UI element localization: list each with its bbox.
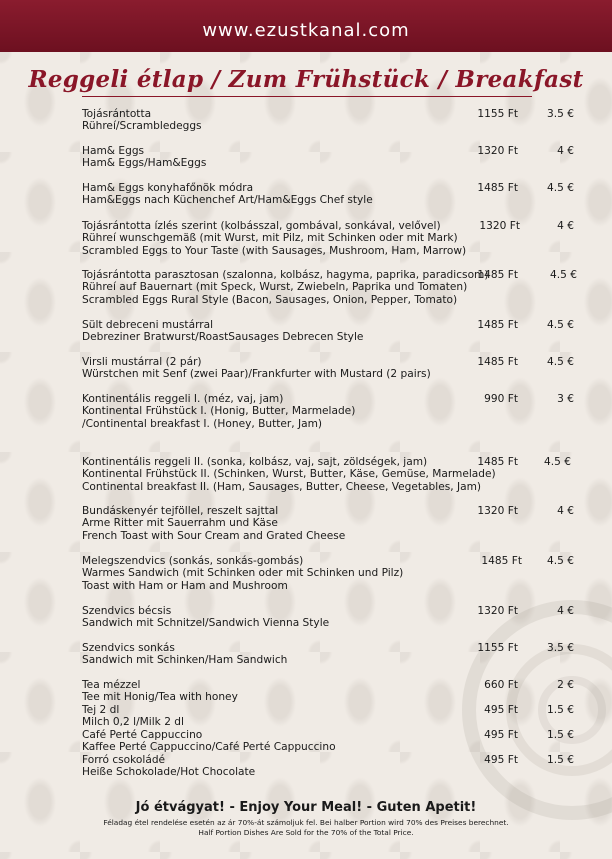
- item-translation: Rühreí/Scrambledeggs: [82, 120, 202, 133]
- menu-title: Reggeli étlap / Zum Frühstück / Breakfast: [28, 66, 584, 93]
- item-translation: Sandwich mit Schnitzel/Sandwich Vienna Style: [82, 617, 330, 630]
- item-name: Café Perté Cappuccino: [82, 729, 203, 741]
- price-eur: 4.5 €: [547, 555, 574, 567]
- item-name: Kontinentális reggeli II. (sonka, kolbász, vaj, sajt, zöldségek, jam): [82, 456, 428, 468]
- item-name: Tej 2 dl: [82, 704, 120, 716]
- price-huf: 1485 Ft: [477, 269, 518, 281]
- item-name: Szendvics sonkás: [82, 642, 175, 654]
- item-translation: Kontinental Frühstück I. (Honig, Butter, Marmelade): [82, 405, 356, 418]
- item-name: Tojásrántotta ízlés szerint (kolbásszal, gombával, sonkával, velővel): [82, 220, 441, 232]
- item-name: Bundáskenyér tejföllel, reszelt sajttal: [82, 505, 279, 517]
- price-huf: 1485 Ft: [477, 356, 518, 368]
- item-translation: Rühreí wunschgemäß (mit Wurst, mit Pilz, mit Schinken oder mit Mark): [82, 232, 458, 245]
- price-eur: 4 €: [557, 605, 574, 617]
- price-huf: 1485 Ft: [477, 182, 518, 194]
- item-translation: Toast with Ham or Ham and Mushroom: [82, 579, 288, 592]
- price-eur: 3 €: [557, 393, 574, 405]
- price-huf: 1485 Ft: [477, 456, 518, 468]
- item-name: Tea mézzel: [82, 679, 141, 691]
- item-translation: Würstchen mit Senf (zwei Paar)/Frankfurter with Mustard (2 pairs): [82, 368, 431, 381]
- footer-note-hu: Féladag étel rendelése esetén az ár 70%-át számoljuk fel. Bei halber Portion wird 70% des Preises berechnet.: [103, 818, 509, 827]
- price-eur: 4.5 €: [547, 319, 574, 331]
- price-eur: 4.5 €: [550, 269, 577, 281]
- footer-greeting: Jó étvágyat! - Enjoy Your Meal! - Guten Apetit!: [135, 800, 477, 815]
- price-eur: 4 €: [557, 220, 574, 232]
- item-translation: Arme Ritter mit Sauerrahm und Käse: [82, 517, 278, 530]
- item-translation: French Toast with Sour Cream and Grated Cheese: [82, 529, 346, 542]
- price-huf: 1320 Ft: [477, 505, 518, 517]
- price-huf: 1320 Ft: [479, 220, 520, 232]
- price-huf: 1320 Ft: [477, 605, 518, 617]
- item-translation: /Continental breakfast I. (Honey, Butter, Jam): [82, 417, 323, 430]
- price-huf: 1155 Ft: [477, 642, 518, 654]
- item-name: Kontinentális reggeli I. (méz, vaj, jam): [82, 393, 284, 405]
- item-translation: Debreziner Bratwurst/RoastSausages Debrecen Style: [82, 331, 364, 344]
- item-translation: Tee mit Honig/Tea with honey: [82, 691, 238, 704]
- price-eur: 4.5 €: [547, 356, 574, 368]
- price-eur: 3.5 €: [547, 108, 574, 120]
- item-translation: Heiße Schokolade/Hot Chocolate: [82, 766, 256, 779]
- item-translation: Ham& Eggs/Ham&Eggs: [82, 157, 207, 170]
- item-name: Szendvics bécsis: [82, 605, 172, 617]
- price-huf: 1485 Ft: [481, 555, 522, 567]
- item-translation: Scrambled Eggs to Your Taste (with Sausages, Mushroom, Ham, Marrow): [82, 244, 467, 257]
- price-eur: 4 €: [557, 505, 574, 517]
- price-eur: 4.5 €: [547, 182, 574, 194]
- price-huf: 1320 Ft: [477, 145, 518, 157]
- item-name: Tojásrántotta parasztosan (szalonna, kolbász, hagyma, paprika, paradicsom): [82, 269, 489, 281]
- price-eur: 1.5 €: [547, 754, 574, 766]
- price-huf: 1485 Ft: [477, 319, 518, 331]
- price-huf: 495 Ft: [484, 754, 518, 766]
- price-huf: 495 Ft: [484, 704, 518, 716]
- item-translation: Scrambled Eggs Rural Style (Bacon, Sausages, Onion, Pepper, Tomato): [82, 293, 458, 306]
- item-translation: Sandwich mit Schinken/Ham Sandwich: [82, 654, 288, 667]
- price-huf: 660 Ft: [484, 679, 518, 691]
- price-huf: 990 Ft: [484, 393, 518, 405]
- item-name: Tojásrántotta: [82, 108, 152, 120]
- footer-note-en: Half Portion Dishes Are Sold for the 70% of the Total Price.: [198, 828, 414, 837]
- price-eur: 4 €: [557, 145, 574, 157]
- website-link[interactable]: www.ezustkanal.com: [202, 19, 410, 41]
- price-eur: 2 €: [557, 679, 574, 691]
- price-eur: 4.5 €: [544, 456, 571, 468]
- item-translation: Milch 0,2 l/Milk 2 dl: [82, 716, 184, 729]
- item-translation: Kaffee Perté Cappuccino/Café Perté Cappuccino: [82, 741, 336, 754]
- item-name: Melegszendvics (sonkás, sonkás-gombás): [82, 555, 304, 567]
- price-huf: 495 Ft: [484, 729, 518, 741]
- item-translation: Rühreí auf Bauernart (mit Speck, Wurst, Zwiebeln, Paprika und Tomaten): [82, 281, 468, 294]
- header-bar: [0, 0, 612, 52]
- item-translation: Ham&Eggs nach Küchenchef Art/Ham&Eggs Chef style: [82, 194, 373, 207]
- item-translation: Kontinental Frühstück II. (Schinken, Wurst, Butter, Käse, Gemüse, Marmelade): [82, 468, 496, 481]
- price-huf: 1155 Ft: [477, 108, 518, 120]
- item-name: Ham& Eggs konyhafőnök módra: [82, 182, 254, 194]
- item-name: Forró csokoládé: [82, 754, 166, 766]
- price-eur: 1.5 €: [547, 704, 574, 716]
- price-eur: 1.5 €: [547, 729, 574, 741]
- item-name: Virsli mustárral (2 pár): [82, 356, 202, 368]
- item-translation: Warmes Sandwich (mit Schinken oder mit Schinken und Pilz): [82, 567, 404, 580]
- item-translation: Continental breakfast II. (Ham, Sausages, Butter, Cheese, Vegetables, Jam): [82, 480, 482, 493]
- item-name: Ham& Eggs: [82, 145, 145, 157]
- title-divider: [82, 96, 532, 97]
- price-eur: 3.5 €: [547, 642, 574, 654]
- item-name: Sült debreceni mustárral: [82, 319, 214, 331]
